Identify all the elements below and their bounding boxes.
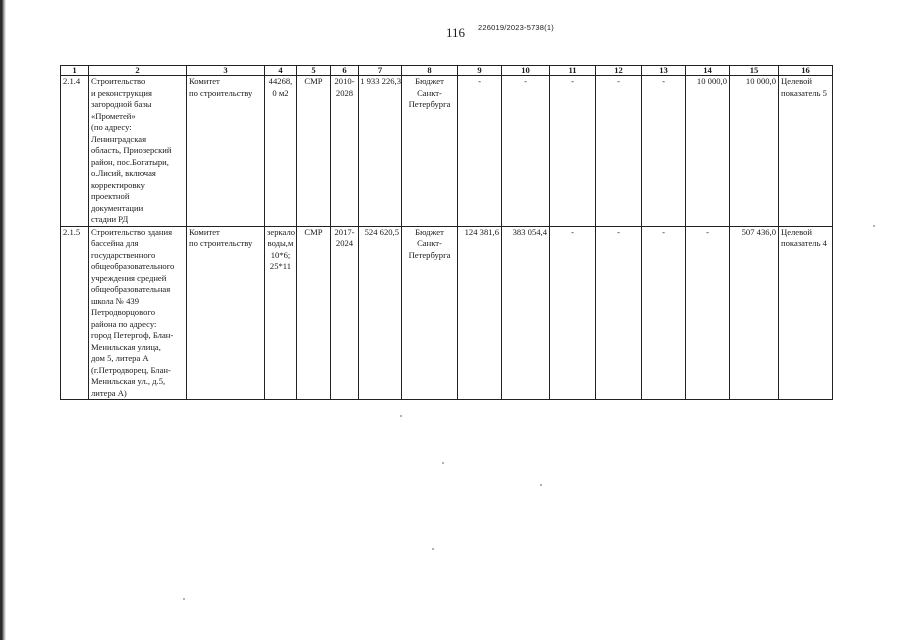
amount-col12: - xyxy=(596,76,642,227)
document-code: 226019/2023-5738(1) xyxy=(478,23,554,32)
work-type: СМР xyxy=(297,76,331,227)
total-cost: 524 620,5 xyxy=(359,226,402,400)
capacity: 44268, 0 м2 xyxy=(265,76,297,227)
row-id: 2.1.5 xyxy=(61,226,89,400)
amount-col15: 10 000,0 xyxy=(730,76,779,227)
amount-col14: 10 000,0 xyxy=(686,76,730,227)
header-cell: 7 xyxy=(359,66,402,76)
total-cost: 1 933 226,3 xyxy=(359,76,402,227)
scan-speck xyxy=(400,415,402,417)
header-cell: 8 xyxy=(402,66,458,76)
header-cell: 10 xyxy=(502,66,550,76)
scan-speck xyxy=(540,484,542,486)
header-cell: 13 xyxy=(642,66,686,76)
scan-speck xyxy=(432,548,434,550)
header-cell: 14 xyxy=(686,66,730,76)
row-id: 2.1.4 xyxy=(61,76,89,227)
executor: Комитет по строительству xyxy=(187,226,265,400)
amount-col10: 383 054,4 xyxy=(502,226,550,400)
scan-speck xyxy=(442,462,444,464)
header-cell: 15 xyxy=(730,66,779,76)
work-type: СМР xyxy=(297,226,331,400)
header-row xyxy=(61,66,833,76)
header-cell: 12 xyxy=(596,66,642,76)
amount-col13: - xyxy=(642,76,686,227)
header-cell: 9 xyxy=(458,66,502,76)
funding-source: Бюджет Санкт- Петербурга xyxy=(402,76,458,227)
funding-source: Бюджет Санкт- Петербурга xyxy=(402,226,458,400)
amount-col11: - xyxy=(550,76,596,227)
object-name: Строительство и реконструкция загородной базы «Прометей» (по адресу: Ленинградская область, Приозерский район, пос.Богатыри, о.Лисий, включая корректировку проектной документации стадии РД xyxy=(89,76,187,227)
amount-col10: - xyxy=(502,76,550,227)
amount-col13: - xyxy=(642,226,686,400)
target-indicator: Целевой показатель 4 xyxy=(779,226,833,400)
period: 2010- 2028 xyxy=(331,76,359,227)
scan-speck xyxy=(873,225,875,227)
header-cell: 5 xyxy=(297,66,331,76)
capacity: зеркало воды,м 10*6; 25*11 xyxy=(265,226,297,400)
header-cell: 3 xyxy=(187,66,265,76)
header-cell: 16 xyxy=(779,66,833,76)
header-cell: 4 xyxy=(265,66,297,76)
scan-speck xyxy=(183,598,185,600)
scan-edge-shadow xyxy=(0,0,6,640)
executor: Комитет по строительству xyxy=(187,76,265,227)
header-cell: 2 xyxy=(89,66,187,76)
table-row xyxy=(61,226,833,400)
amount-col14: - xyxy=(686,226,730,400)
header-cell: 1 xyxy=(61,66,89,76)
program-table xyxy=(60,65,833,400)
amount-col15: 507 436,0 xyxy=(730,226,779,400)
table-row xyxy=(61,76,833,227)
amount-col9: 124 381,6 xyxy=(458,226,502,400)
amount-col11: - xyxy=(550,226,596,400)
header-cell: 11 xyxy=(550,66,596,76)
amount-col9: - xyxy=(458,76,502,227)
period: 2017- 2024 xyxy=(331,226,359,400)
page-number: 116 xyxy=(446,25,466,40)
amount-col12: - xyxy=(596,226,642,400)
target-indicator: Целевой показатель 5 xyxy=(779,76,833,227)
object-name: Строительство здания бассейна для государственного общеобразовательного учреждения средней общеобразовательная школа № 439 Петродворцового района по адресу: город Петергоф, Блан- Менильская улица, дом 5, литера А (г.Петродворец, Блан- Менильская ул., д.5, литера А) xyxy=(89,226,187,400)
header-cell: 6 xyxy=(331,66,359,76)
